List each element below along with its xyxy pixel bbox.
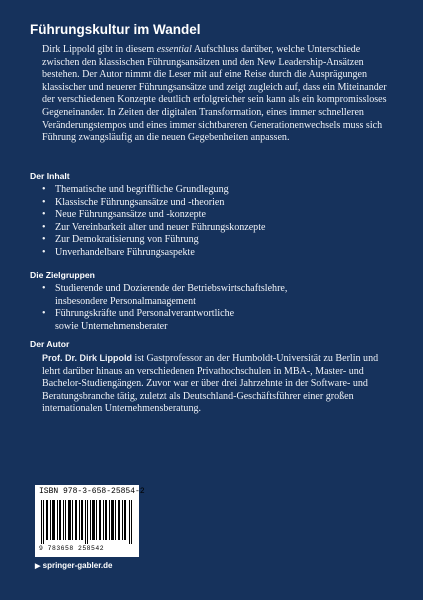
bullet-icon: • — [42, 308, 46, 320]
list-item — [42, 234, 387, 247]
list-item — [42, 184, 387, 197]
list-item — [42, 222, 387, 235]
list-item-line: insbesondere Personalmanagement — [55, 295, 196, 307]
list-item — [42, 209, 387, 222]
list-item-label: Unverhandelbare Führungsaspekte — [55, 246, 195, 258]
list-item-line: Führungskräfte und Personalverantwortliche — [55, 308, 235, 320]
inhalt-list — [42, 184, 387, 260]
list-item — [42, 283, 387, 308]
author-name: Prof. Dr. Dirk Lippold — [42, 353, 133, 363]
bullet-icon: • — [42, 234, 46, 246]
bullet-icon: • — [42, 196, 46, 208]
bullet-icon: • — [42, 184, 46, 195]
isbn-barcode — [35, 485, 145, 557]
list-item-line: sowie Unternehmensberater — [55, 320, 168, 332]
list-item-label: Klassische Führungsansätze und -theorien — [55, 196, 225, 208]
author-bio: ist Gastprofessor an der Humboldt-Universität zu Berlin und lehrt darüber hinaus an verschiedenen Privathochschulen in MBA-, Master- und Bachelor-Studiengängen. Zuvor war er über drei Jahrzehnte in der Software- und Beratungsbranche tätig, zuletzt als Deutschland-Geschäftsführer einer großen internationalen Unternehmensberatung. — [42, 353, 379, 415]
isbn-label: ISBN 978-3-658-25854-2 — [39, 487, 145, 496]
zielgruppen-heading: Die Zielgruppen — [30, 270, 95, 280]
intro-text-rest: Aufschluss darüber, welche Unterschiede zwischen den klassischen Führungsansätzen und den New Leadership-Ansätzen bestehen. Der Autor nimmt die Leser mit auf eine Reise durch die Ausprägungen klassischer und neuerer Führungsansätze und zeigt zugleich auf, dass ein Miteinander der verschiedenen Konzepte deutlich erfolgreicher sein kann als ein kompromissloses Gegeneinander. In Zeiten der digitalen Transformation, eines immer schnelleren Veränderungstempos und eines immer sichtbareren Generationenwechsels muss sich Führung zwangsläufig an die neuen Gegebenheiten anpassen. — [42, 44, 387, 144]
list-item-line: Studierende und Dozierende der Betriebswirtschaftslehre, — [55, 283, 288, 294]
author-paragraph — [42, 352, 387, 416]
list-item — [42, 308, 387, 333]
barcode-digits: 9 783658 258542 — [39, 545, 105, 552]
bullet-icon: • — [42, 209, 46, 221]
zielgruppen-list — [42, 283, 387, 333]
publisher-url: springer-gabler.de — [42, 561, 113, 570]
list-item — [42, 247, 387, 260]
list-item-label: Neue Führungsansätze und -konzepte — [55, 209, 206, 221]
autor-heading: Der Autor — [30, 339, 70, 349]
list-item-label: Zur Vereinbarkeit alter und neuer Führungskonzepte — [55, 221, 266, 233]
bullet-icon: • — [42, 246, 46, 258]
intro-text-start: Dirk Lippold gibt in diesem — [42, 44, 157, 55]
inhalt-heading: Der Inhalt — [30, 171, 70, 181]
bullet-icon: • — [42, 283, 46, 294]
publisher-link[interactable] — [35, 561, 112, 570]
list-item-label: Thematische und begriffliche Grundlegung — [55, 184, 229, 195]
list-item-label: Zur Demokratisierung von Führung — [55, 234, 199, 246]
list-item — [42, 197, 387, 210]
bullet-icon: • — [42, 221, 46, 233]
page-title: Führungskultur im Wandel — [30, 22, 201, 37]
arrow-right-icon: ▶ — [35, 563, 41, 570]
intro-italic-word: essential — [156, 44, 192, 55]
barcode-icon — [41, 500, 133, 544]
intro-paragraph — [42, 44, 387, 145]
